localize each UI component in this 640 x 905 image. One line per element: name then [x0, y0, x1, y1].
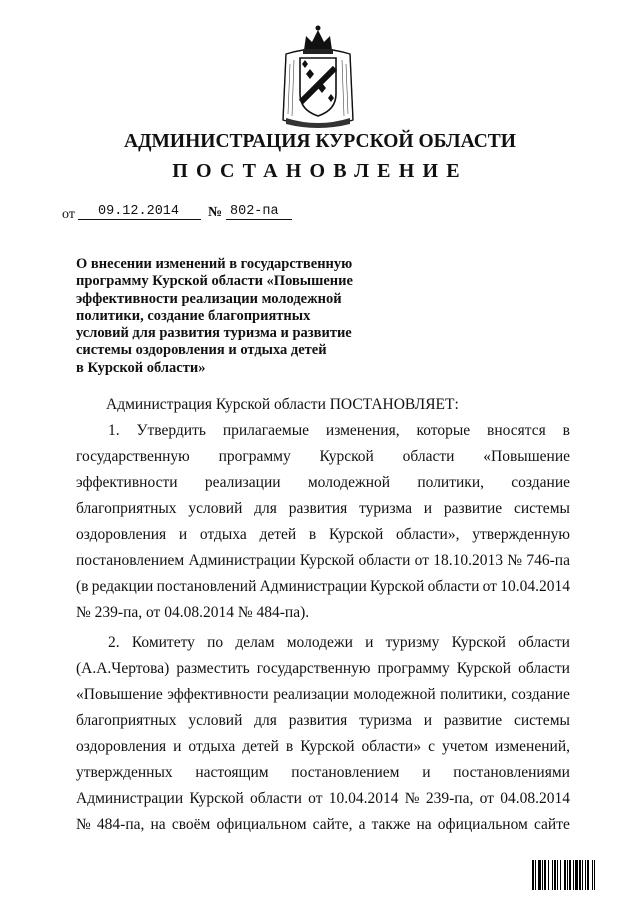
word: благоприятных — [76, 500, 177, 517]
word: 746-па — [526, 552, 570, 569]
word: изменений, — [495, 738, 570, 755]
word: 1. — [108, 422, 120, 439]
word: и — [173, 738, 182, 755]
word: на — [150, 816, 166, 833]
word: системы — [513, 712, 570, 729]
word: Курской — [328, 526, 384, 543]
word: Курской — [299, 552, 355, 569]
word: 2. — [108, 634, 120, 651]
word: официальном — [216, 816, 307, 833]
body-line — [108, 632, 570, 654]
subject-line: системы оздоровления и отдыха детей — [76, 342, 327, 359]
word: своём — [171, 816, 211, 833]
word: для — [254, 500, 277, 517]
word: № — [76, 816, 91, 833]
word: постановлений — [156, 578, 257, 595]
word: постановлением — [76, 552, 185, 569]
subject-block — [76, 256, 406, 377]
word: эффективности — [167, 686, 269, 703]
word: программу — [218, 448, 291, 465]
document-date: 09.12.2014 — [98, 204, 180, 219]
word: 04.08.2014 — [500, 790, 570, 807]
word: Курской — [369, 578, 425, 595]
word: Курской — [319, 448, 374, 465]
word: (А.А.Чертова) — [76, 660, 170, 677]
word: Администрации — [259, 578, 367, 595]
word: области» — [361, 738, 422, 755]
word: реализации — [273, 686, 349, 703]
body-line — [76, 788, 570, 810]
word: от — [414, 552, 429, 569]
word: 18.10.2013 — [433, 552, 504, 569]
subject-line: политики, создание благоприятных — [76, 307, 311, 324]
word: 10.04.2014 — [500, 578, 570, 595]
word: по — [207, 634, 224, 651]
word: области — [518, 660, 570, 677]
word: Курской — [451, 634, 506, 651]
word: «Повышение — [483, 448, 570, 465]
word: для — [254, 712, 277, 729]
word: Администрации — [76, 790, 184, 807]
word: постановлениями — [453, 764, 570, 781]
word: на — [416, 816, 432, 833]
word: Курской — [300, 738, 355, 755]
organization-title: АДМИНИСТРАЦИЯ КУРСКОЙ ОБЛАСТИ — [124, 131, 516, 152]
word: оздоровления — [76, 526, 167, 543]
word: Курской — [456, 660, 512, 677]
word: программу — [377, 660, 450, 677]
word: туризму — [385, 634, 440, 651]
subject-line: условий для развития туризма и развитие — [76, 325, 352, 342]
barcode — [532, 860, 616, 890]
word: вносятся — [487, 422, 546, 439]
word: утвержденных — [76, 764, 173, 781]
subject-line: в Курской области» — [76, 359, 206, 376]
word: оздоровления — [76, 738, 167, 755]
word: и — [422, 764, 431, 781]
body-line — [76, 576, 570, 598]
word: области — [358, 552, 411, 569]
date-prefix: от — [62, 207, 75, 222]
body-line — [76, 814, 570, 836]
word: от — [308, 790, 323, 807]
word: молодежи — [286, 634, 353, 651]
coat-of-arms-emblem — [280, 24, 356, 128]
word: туризма — [359, 500, 412, 517]
word: 484-па, — [96, 816, 145, 833]
word: молодежной — [353, 686, 436, 703]
word: отдыха — [199, 526, 247, 543]
word: отдыха — [188, 738, 236, 755]
word: с — [428, 738, 435, 755]
word: детей — [259, 526, 297, 543]
word: а — [358, 816, 366, 833]
body-line — [76, 710, 570, 732]
word: развитие — [443, 712, 503, 729]
document-number: 802-па — [230, 204, 279, 219]
body-line — [76, 762, 570, 784]
word: Курской — [189, 790, 244, 807]
word: детей — [242, 738, 279, 755]
subject-line: программу Курской области «Повышение — [76, 273, 353, 290]
word: Комитету — [131, 634, 195, 651]
word: № — [404, 790, 420, 807]
word: «Повышение — [76, 686, 163, 703]
body-line — [76, 524, 570, 546]
word: и — [423, 712, 433, 729]
word: в — [562, 422, 570, 439]
word: политики, — [417, 474, 484, 491]
body-line — [76, 446, 570, 468]
body-line — [76, 658, 570, 680]
word: системы — [513, 500, 570, 517]
word: также — [371, 816, 411, 833]
word: области», — [396, 526, 460, 543]
word: 239-па, — [425, 790, 474, 807]
word: области — [427, 578, 480, 595]
word: Утвердить — [136, 422, 206, 439]
word: редакции — [91, 578, 154, 595]
word: от — [479, 790, 494, 807]
word: молодежной — [307, 474, 391, 491]
word: в — [285, 738, 294, 755]
body-line — [108, 420, 570, 442]
word: и — [423, 500, 433, 517]
subject-line: эффективности реализации молодежной — [76, 290, 342, 307]
word: изменения, — [325, 422, 400, 439]
word: условий — [188, 712, 243, 729]
body-line — [76, 498, 570, 520]
word: развитие — [443, 500, 503, 517]
word: эффективности — [76, 474, 178, 491]
word: государственную — [256, 660, 371, 677]
intro-line: Администрация Курской области ПОСТАНОВЛЯЕТ: — [106, 396, 459, 413]
word: сайте, — [312, 816, 353, 833]
word: области — [250, 790, 302, 807]
word: сайте — [533, 816, 570, 833]
word: развития — [288, 712, 348, 729]
word: создание — [511, 474, 570, 491]
word: условий — [188, 500, 243, 517]
word: делам — [235, 634, 275, 651]
word: Администрации — [188, 552, 296, 569]
word: и — [178, 526, 188, 543]
word: благоприятных — [76, 712, 177, 729]
word: которые — [416, 422, 471, 439]
word: (в — [76, 578, 89, 595]
document-type-heading: ПОСТАНОВЛЕНИЕ — [172, 160, 468, 182]
word: области — [402, 448, 455, 465]
body-line — [76, 550, 570, 572]
word: государственную — [76, 448, 190, 465]
subject-line: О внесении изменений в государственную — [76, 256, 353, 272]
word: настоящим — [195, 764, 269, 781]
word: в — [308, 526, 317, 543]
word: разместить — [176, 660, 250, 677]
word: № — [507, 552, 523, 569]
word: постановлением — [291, 764, 400, 781]
word: утвержденную — [472, 526, 570, 543]
word: прилагаемые — [222, 422, 310, 439]
body-line — [76, 472, 570, 494]
body-line — [76, 736, 570, 758]
body-line — [76, 684, 570, 706]
word: создание — [511, 686, 570, 703]
word: развития — [288, 500, 348, 517]
word: и — [365, 634, 374, 651]
body-line: № 239-па, от 04.08.2014 № 484-па). — [76, 604, 310, 621]
word: реализации — [204, 474, 281, 491]
word: политики, — [440, 686, 507, 703]
word: от — [482, 578, 497, 595]
word: 10.04.2014 — [328, 790, 399, 807]
word: учетом — [441, 738, 489, 755]
number-label: № — [208, 205, 223, 220]
word: туризма — [359, 712, 412, 729]
word: области — [518, 634, 570, 651]
word: официальном — [437, 816, 528, 833]
